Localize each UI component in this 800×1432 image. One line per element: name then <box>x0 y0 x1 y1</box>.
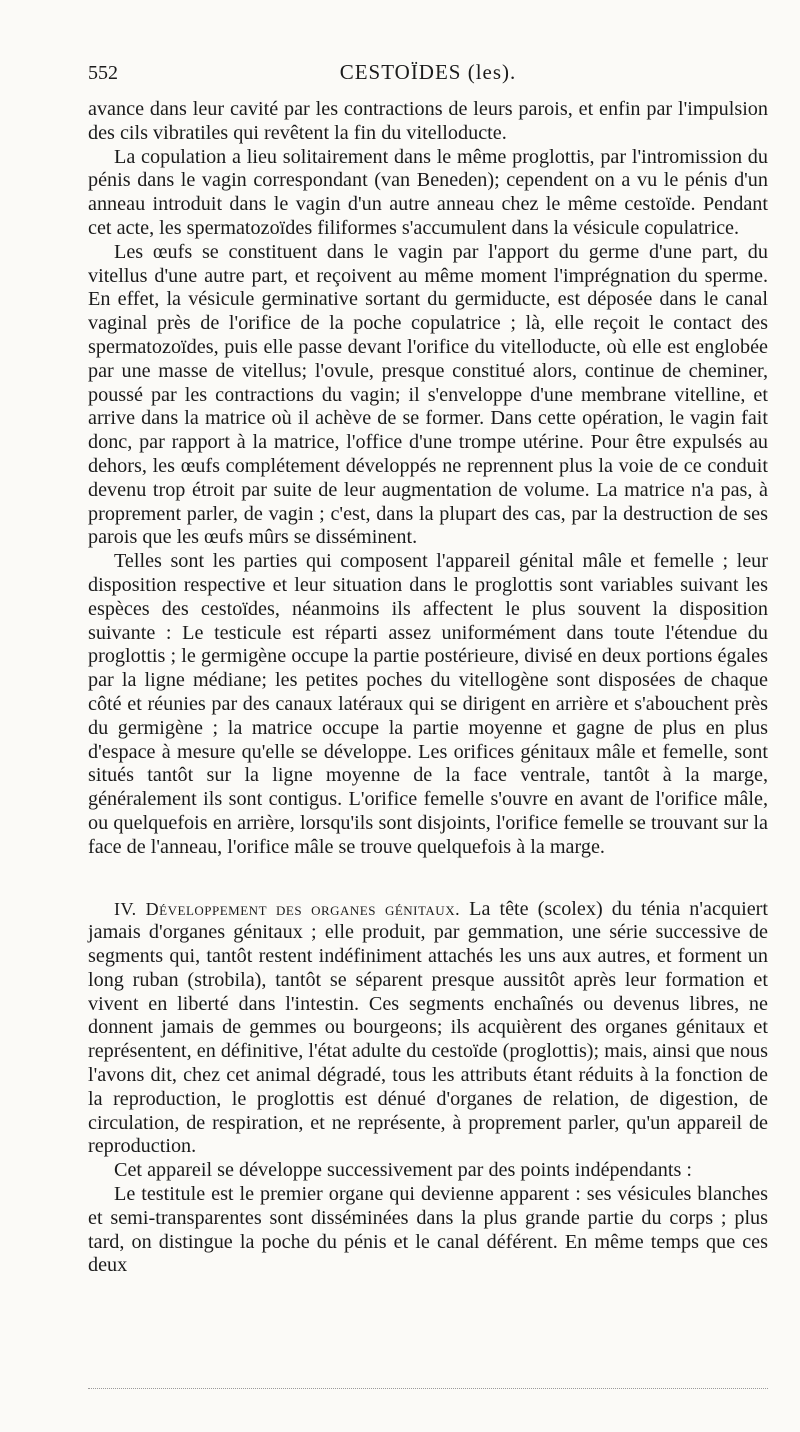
paragraph: Telles sont les parties qui composent l'appareil génital mâle et femelle ; leur disposition respective et leur situation dans le proglottis sont variables suivant les espèces des cestoïdes, néanmoins ils affectent le plus souvent la disposition suivante : Le testicule est réparti assez uniformément dans toute l'étendue du proglottis ; le germigène occupe la partie postérieure, divisé en deux portions égales par la ligne médiane; les petites poches du vitellogène sont disposées de chaque côté et réunies par des canaux latéraux qui se dirigent en arrière et s'abouchent près du germigène ; la matrice occupe la partie moyenne et gagne de plus en plus d'espace à mesure qu'elle se développe. Les orifices génitaux mâle et femelle, sont situés tantôt sur la ligne moyenne de la face ventrale, tantôt à la marge, généralement ils sont contigus. L'orifice femelle s'ouvre en avant de l'orifice mâle, ou quelquefois en arrière, lorsqu'ils sont disjoints, l'orifice femelle se trouvant sur la face de l'anneau, l'orifice mâle se trouve quelquefois à la marge. <box>88 550 768 858</box>
section-iv-text: La tête (scolex) du ténia n'acquiert jamais d'organes génitaux ; elle produit, par gemmation, une série successive de segments qui, tantôt restent indéfiniment attachés les uns aux autres, et forment un long ruban (strobila), tantôt se séparent presque aussitôt après leur formation et vivent en liberté dans l'intestin. Ces segments enchaînés ou devenus libres, ne donnent jamais de gemmes ou bourgeons; ils acquièrent des organes génitaux et représentent, en définitive, l'état adulte du cestoïde (proglottis); mais, ainsi que nous l'avons dit, chez cet animal dégradé, tous les attributs étant réduits à la fonction de la reproduction, le proglottis est dénué d'organes de relation, de digestion, de circulation, de respiration, et ne représente, à proprement parler, qu'un appareil de reproduction. <box>88 897 768 1158</box>
section-gap <box>88 860 768 898</box>
running-title: CESTOÏDES (les). <box>339 60 517 84</box>
paragraph: Cet appareil se développe successivement par des points indépendants : <box>114 1159 692 1182</box>
section-heading: IV. Développement des organes génitaux. <box>114 898 461 919</box>
paragraph: Les œufs se constituent dans le vagin par l'apport du germe d'une part, du vitellus d'une autre part, et reçoivent au même moment l'imprégnation du sperme. En effet, la vésicule germinative sortant du germiducte, est déposée dans le canal vaginal près de l'orifice de la poche copulatrice ; là, elle reçoit le contact des spermatozoïdes, puis elle passe devant l'orifice du vitelloducte, où elle est englobée par une masse de vitellus; l'ovule, presque constitué alors, continue de cheminer, poussé par les contractions du vagin; il s'enveloppe d'une membrane vitelline, et arrive dans la matrice où il achève de se former. Dans cette opération, le vagin fait donc, par rapport à la matrice, l'office d'une trompe utérine. Pour être expulsés au dehors, les œufs complétement développés ne reprennent plus la voie de ce conduit devenu trop étroit par suite de leur augmentation de volume. La matrice n'a pas, à proprement parler, de vagin ; c'est, dans la plupart des cas, par la destruction de ses parois que les œufs mûrs se disséminent. <box>88 240 768 549</box>
body-text <box>88 98 768 1278</box>
bottom-rule <box>88 1388 768 1389</box>
paragraph: Le testitule est le premier organe qui devienne apparent : ses vésicules blanches et semi-transparentes sont disséminées dans la plus grande partie du corps ; plus tard, on distingue la poche du pénis et le canal déférent. En même temps que ces deux <box>88 1183 768 1277</box>
paragraph: La copulation a lieu solitairement dans le même proglottis, par l'intromission du pénis dans le vagin correspondant (van Beneden); cependent on a vu le pénis d'un anneau introduit dans le vagin d'un autre anneau chez le même cestoïde. Pendant cet acte, les spermatozoïdes filiformes s'accumulent dans la vésicule copulatrice. <box>88 145 768 239</box>
paragraph: avance dans leur cavité par les contractions de leurs parois, et enfin par l'impulsion des cils vibratiles qui revêtent la fin du vitelloducte. <box>88 98 768 144</box>
page-header <box>88 60 768 92</box>
section-iv-paragraph <box>88 898 768 1160</box>
page-number: 552 <box>88 62 118 84</box>
